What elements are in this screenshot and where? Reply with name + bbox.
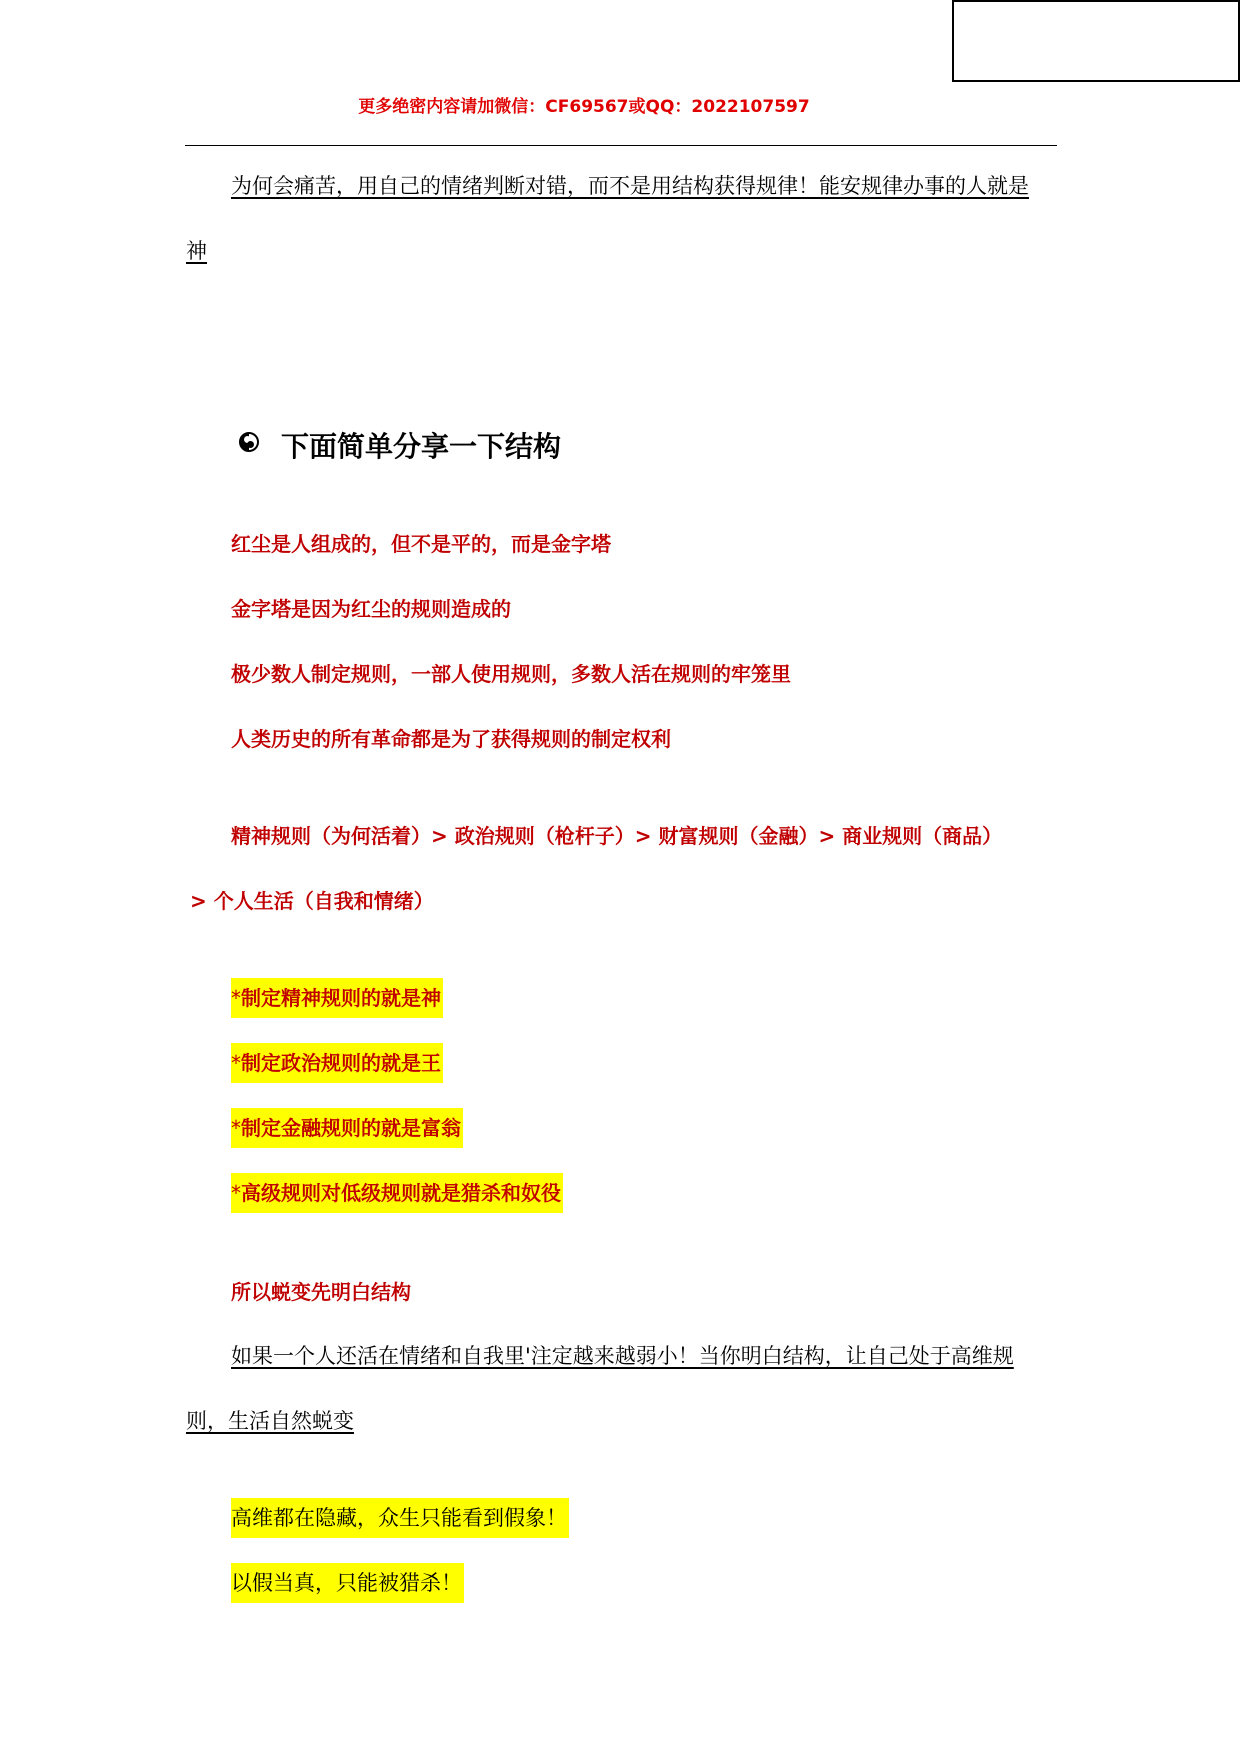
bullet-star: * — [231, 1051, 241, 1075]
section-title: 下面简单分享一下结构 — [281, 430, 562, 463]
red-point: 极少数人制定规则，一部人使用规则，多数人活在规则的牢笼里 — [231, 662, 791, 686]
header-contact: 更多绝密内容请加微信：CF69567或QQ：2022107597 — [358, 97, 810, 117]
highlight-item — [231, 1177, 563, 1206]
highlight-text: 制定政治规则的就是王 — [241, 1051, 441, 1075]
hierarchy-line-2: > 个人生活（自我和情绪） — [190, 889, 434, 913]
highlight-item — [231, 982, 443, 1011]
closing-text: 高维都在隐藏，众生只能看到假象！ — [231, 1498, 569, 1538]
header-rule — [185, 145, 1057, 146]
yin-yang-icon — [239, 432, 259, 452]
intro-line-2: 神 — [186, 239, 207, 263]
bullet-star: * — [231, 986, 241, 1010]
highlight-text: 制定金融规则的就是富翁 — [241, 1116, 461, 1140]
closing-line — [231, 1502, 569, 1532]
hierarchy-line-1: 精神规则（为何活着）> 政治规则（枪杆子）> 财富规则（金融）> 商业规则（商品） — [231, 824, 1003, 848]
highlight-text: 高级规则对低级规则就是猎杀和奴役 — [241, 1181, 561, 1205]
conclusion-line-2: 则，生活自然蜕变 — [186, 1409, 354, 1433]
bullet-star: * — [231, 1116, 241, 1140]
highlight-text: 制定精神规则的就是神 — [241, 986, 441, 1010]
intro-line-1: 为何会痛苦，用自己的情绪判断对错，而不是用结构获得规律！能安规律办事的人就是 — [231, 174, 1029, 198]
highlight-item — [231, 1047, 443, 1076]
closing-line — [231, 1567, 464, 1597]
conclusion-line-1: 如果一个人还活在情绪和自我里'注定越来越弱小！当你明白结构，让自己处于高维规 — [231, 1344, 1014, 1368]
red-point: 金字塔是因为红尘的规则造成的 — [231, 597, 511, 621]
closing-text: 以假当真，只能被猎杀！ — [231, 1563, 464, 1603]
red-point: 人类历史的所有革命都是为了获得规则的制定权利 — [231, 727, 671, 751]
bullet-star: * — [231, 1181, 241, 1205]
conclusion-heading: 所以蜕变先明白结构 — [231, 1280, 411, 1304]
highlight-item — [231, 1112, 463, 1141]
top-right-box — [952, 0, 1240, 82]
red-point: 红尘是人组成的，但不是平的，而是金字塔 — [231, 532, 611, 556]
